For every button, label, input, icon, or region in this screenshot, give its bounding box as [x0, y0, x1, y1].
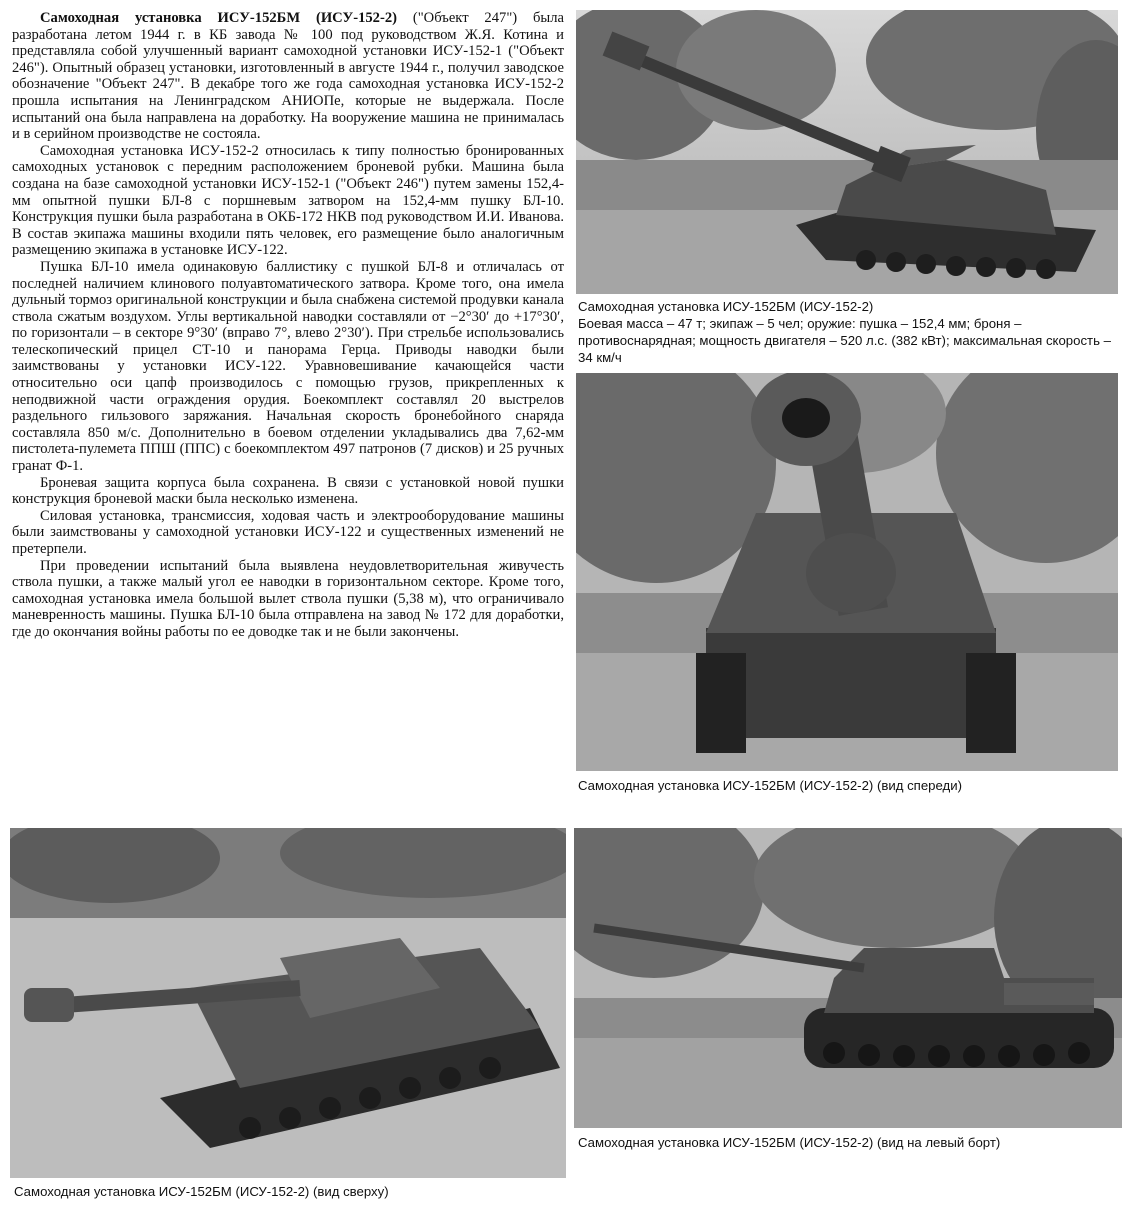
- caption-photo-2: Самоходная установка ИСУ-152БМ (ИСУ-152-2) (вид спереди): [578, 778, 962, 793]
- paragraph-1: [12, 10, 564, 143]
- caption-photo-1-specs: Боевая масса – 47 т; экипаж – 5 чел; оружие: пушка – 152,4 мм; броня – противоснарядная; мощность двигателя – 520 л.с. (382 кВт); максимальная скорость – 34 км/ч: [578, 316, 1111, 365]
- paragraph-5: Силовая установка, трансмиссия, ходовая часть и электрооборудование машины были заимствованы у самоходной установки ИСУ-122 и существенных изменений не претерпели.: [12, 507, 564, 557]
- caption-photo-1-title: Самоходная установка ИСУ-152БМ (ИСУ-152-2): [578, 299, 874, 314]
- photo-tank-three-quarter: [576, 10, 1118, 294]
- paragraph-6: При проведении испытаний была выявлена неудовлетворительная живучесть ствола пушки, а также малый угол ее наводки в горизонтальном секторе. Кроме того, самоходная установка имела большой вылет ствола пушки (5,38 м), что ограничивало маневренность машины. Пушка БЛ-10 была отправлена на завод № 172 для доработки, где до окончания войны работы по ее доводке так и не были закончены.: [12, 557, 564, 640]
- caption-photo-1: [578, 298, 1122, 366]
- photo-tank-front: [576, 373, 1118, 771]
- photo-tank-left-side: [574, 828, 1122, 1128]
- article-title: Самоходная установка ИСУ-152БМ (ИСУ-152-2): [40, 10, 397, 26]
- caption-photo-4: Самоходная установка ИСУ-152БМ (ИСУ-152-2) (вид сверху): [14, 1184, 389, 1199]
- paragraph-1-text: ("Объект 247") была разработана летом 1944 г. в КБ завода № 100 под руководством Ж.Я. Котина и представляла собой улучшенный вариант самоходной установки ИСУ-152-1 ("Объект 246"). Опытный образец установки, изготовленный в августе 1944 г., получил заводское обозначение "Объект 247". В декабре того же года самоходная установка ИСУ-152-2 прошла испытания на Ленинградском АНИОПе, которые не выдержала. После испытаний она была направлена на доработку. На вооружение машина не принималась и в серийном производстве не состояла.: [12, 10, 564, 143]
- paragraph-3: Пушка БЛ-10 имела одинаковую баллистику с пушкой БЛ-8 и отличалась от последней наличием клинового полуавтоматического затвора. Кроме того, она имела дульный тормоз оригинальной конструкции и была снабжена системой продувки канала ствола сжатым воздухом. Углы вертикальной наводки составляли от −2°30′ до +17°30′, по горизонтали – в секторе 9°30′ (вправо 7°, влево 2°30′). При стрельбе использовались телескопический прицел СТ-10 и панорама Герца. Приводы наводки были заимствованы у установки ИСУ-122. Уравновешивание качающейся части относительно оси цапф производилось с помощью грузов, прикрепленных к неподвижной части ограждения орудия. Боекомплект составлял 20 выстрелов раздельного гильзового заряжания. Начальная скорость бронебойного снаряда составляла 850 м/с. Дополнительно в боевом отделении укладывались два 7,62-мм пистолета-пулемета ППШ (ППС) с боекомплектом 497 патронов (7 дисков) и 25 ручных гранат Ф-1.: [12, 258, 564, 475]
- article-text: [12, 10, 564, 641]
- paragraph-2: Самоходная установка ИСУ-152-2 относилась к типу полностью бронированных самоходных установок с передним расположением броневой рубки. Машина была создана на базе самоходной установки ИСУ-152-1 ("Объект 246") путем замены 152,4-мм опытной пушки БЛ-8 с поршневым затвором на 152,4-мм пушку БЛ-10. Конструкция пушки была разработана в ОКБ-172 НКВ под руководством И.И. Иванова. В состав экипажа машины входили пять человек, его размещение было аналогичным размещению экипажа в установке ИСУ-122.: [12, 142, 564, 259]
- caption-photo-3: Самоходная установка ИСУ-152БМ (ИСУ-152-2) (вид на левый борт): [578, 1135, 1001, 1150]
- paragraph-4: Броневая защита корпуса была сохранена. В связи с установкой новой пушки конструкция броневой маски была несколько изменена.: [12, 474, 564, 508]
- photo-tank-top: [10, 828, 566, 1178]
